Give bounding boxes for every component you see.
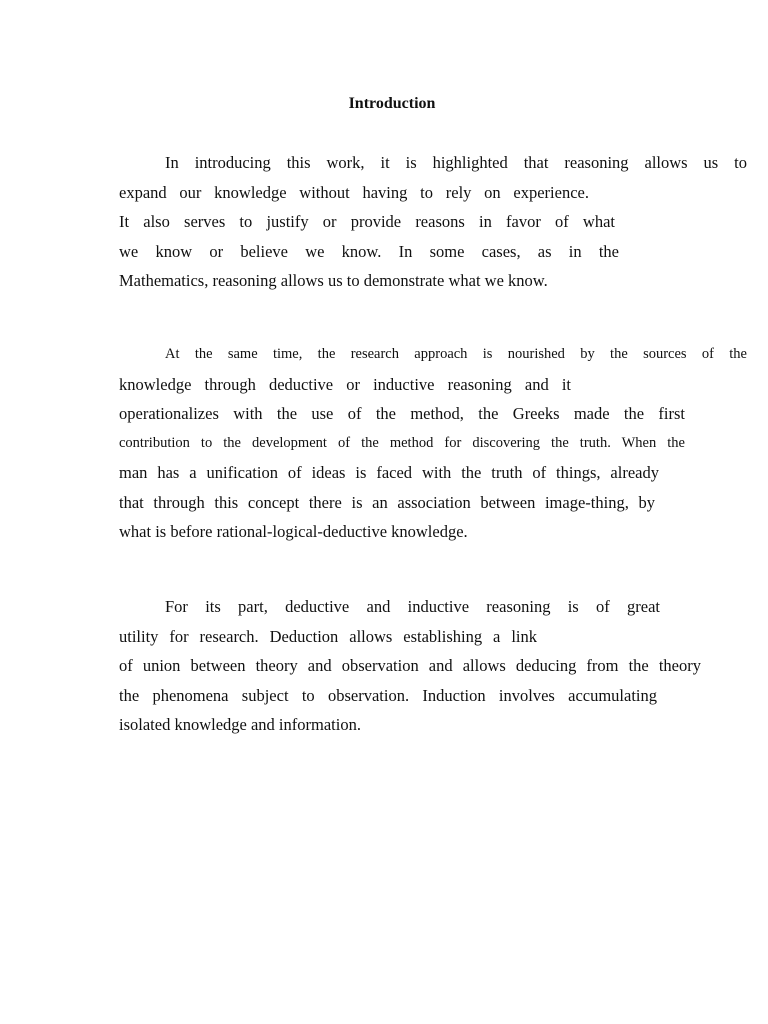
text-line: utility for research. Deduction allows establishing a link bbox=[119, 626, 537, 646]
text-line: expand our knowledge without having to rely on experience. bbox=[119, 182, 589, 202]
page-title: Introduction bbox=[348, 95, 436, 112]
text-line: what is before rational-logical-deductive knowledge. bbox=[119, 522, 468, 541]
text-line: that through this concept there is an association between image-thing, by bbox=[119, 492, 655, 512]
text-line: contribution to the development of the method for discovering the truth. When the bbox=[119, 434, 685, 451]
paragraph-2 bbox=[119, 340, 747, 547]
text-line: man has a unification of ideas is faced with the truth of things, already bbox=[119, 463, 659, 482]
paragraph-3 bbox=[119, 592, 701, 740]
text-line: isolated knowledge and information. bbox=[119, 715, 361, 734]
text-line: of union between theory and observation and allows deducing from the theory bbox=[119, 656, 701, 675]
text-line: we know or believe we know. In some cases, as in the bbox=[119, 241, 619, 261]
text-line: the phenomena subject to observation. Induction involves accumulating bbox=[119, 685, 657, 705]
text-line: For its part, deductive and inductive reasoning is of great bbox=[165, 597, 660, 616]
text-line: knowledge through deductive or inductive reasoning and it bbox=[119, 374, 571, 394]
text-line: In introducing this work, it is highlighted that reasoning allows us to bbox=[165, 153, 747, 172]
text-line: At the same time, the research approach is nourished by the sources of the bbox=[165, 346, 747, 362]
text-line: operationalizes with the use of the method, the Greeks made the first bbox=[119, 404, 685, 423]
text-line: It also serves to justify or provide reasons in favor of what bbox=[119, 212, 615, 231]
paragraph-1 bbox=[119, 148, 747, 296]
text-line: Mathematics, reasoning allows us to demonstrate what we know. bbox=[119, 271, 548, 290]
